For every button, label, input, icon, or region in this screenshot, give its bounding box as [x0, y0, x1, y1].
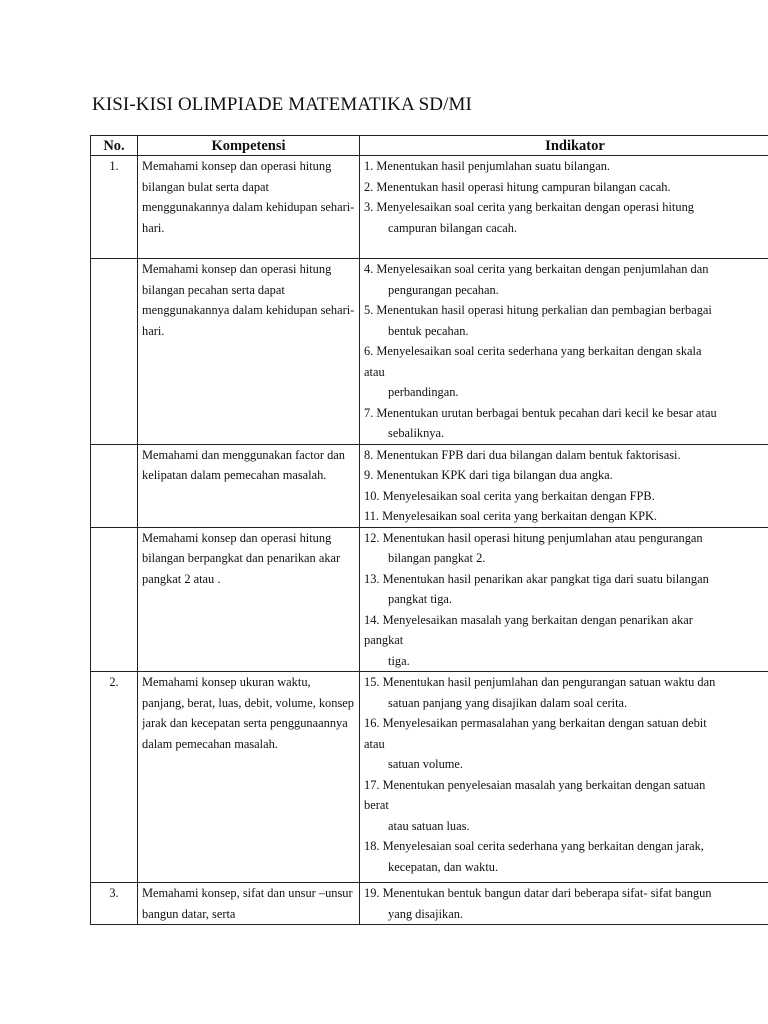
indikator-item [364, 300, 768, 341]
table-header-row [91, 136, 768, 156]
table-row [91, 259, 768, 445]
table-body [91, 156, 768, 925]
document-title: KISI-KISI OLIMPIADE MATEMATIKA SD/MI [92, 94, 472, 115]
indikator-item [364, 403, 768, 444]
row-number: 2. [91, 672, 138, 883]
indikator-line: bilangan pangkat 2. [388, 551, 486, 565]
table-row [91, 527, 768, 672]
indikator-line: 15. Menentukan hasil penjumlahan dan pengurangan satuan waktu dan [364, 675, 716, 689]
indikator-line: atau satuan luas. [388, 818, 470, 833]
row-number [91, 444, 138, 527]
indikator-line: perbandingan. [388, 385, 459, 399]
indikator-item [364, 465, 768, 486]
indikator-cell [360, 156, 768, 259]
indikator-line: 3. Menyelesaikan soal cerita yang berkaitan dengan operasi hitung [364, 200, 694, 214]
indikator-line: 17. Menentukan penyelesaian masalah yang berkaitan dengan satuan [364, 777, 706, 792]
row-number [91, 259, 138, 445]
indikator-line: 1. Menentukan hasil penjumlahan suatu bilangan. [364, 159, 611, 173]
indikator-line: satuan volume. [388, 757, 464, 771]
header-no: No. [91, 136, 138, 156]
indikator-line: satuan panjang yang disajikan dalam soal cerita. [388, 695, 628, 710]
indikator-line: pangkat tiga. [388, 592, 452, 606]
kisi-kisi-table [90, 135, 768, 925]
indikator-line: pangkat [364, 633, 404, 647]
header-kompetensi: Kompetensi [138, 136, 360, 156]
header-indikator: Indikator [360, 136, 768, 156]
indikator-line: campuran bilangan cacah. [388, 220, 518, 235]
indikator-item [364, 672, 768, 713]
indikator-line: berat [364, 798, 389, 812]
indikator-cell [360, 883, 768, 925]
indikator-line: bentuk pecahan. [388, 323, 469, 338]
table-row [91, 444, 768, 527]
indikator-line: 13. Menentukan hasil penarikan akar pangkat tiga dari suatu bilangan [364, 571, 709, 586]
indikator-item [364, 610, 768, 672]
indikator-line: atau [364, 364, 385, 379]
indikator-line: 11. Menyelesaikan soal cerita yang berkaitan dengan KPK. [364, 509, 658, 523]
kompetensi-cell: Memahami konsep ukuran waktu, panjang, berat, luas, debit, volume, konsep jarak dan kecepatan serta penggunaannya dalam pemecahan masalah. [138, 672, 360, 883]
kompetensi-cell: Memahami dan menggunakan factor dan kelipatan dalam pemecahan masalah. [138, 444, 360, 527]
indikator-line: 12. Menentukan hasil operasi hitung penjumlahan atau pengurangan [364, 530, 703, 545]
indikator-line: 5. Menentukan hasil operasi hitung perkalian dan pembagian berbagai [364, 303, 712, 317]
indikator-line: sebaliknya. [388, 426, 445, 440]
table-row [91, 672, 768, 883]
indikator-cell [360, 527, 768, 672]
indikator-item [364, 197, 768, 238]
indikator-item [364, 569, 768, 610]
indikator-item [364, 341, 768, 403]
indikator-line: 7. Menentukan urutan berbagai bentuk pecahan dari kecil ke besar atau [364, 405, 717, 420]
indikator-line: 4. Menyelesaikan soal cerita yang berkaitan dengan penjumlahan dan [364, 262, 709, 276]
row-number: 3. [91, 883, 138, 925]
indikator-line: 14. Menyelesaikan masalah yang berkaitan dengan penarikan akar [364, 612, 693, 627]
table-row [91, 883, 768, 925]
indikator-item [364, 177, 768, 198]
indikator-line: 8. Menentukan FPB dari dua bilangan dalam bentuk faktorisasi. [364, 447, 681, 462]
indikator-item [364, 883, 768, 924]
indikator-line: kecepatan, dan waktu. [388, 859, 499, 874]
kompetensi-cell: Memahami konsep dan operasi hitung bilangan berpangkat dan penarikan akar pangkat 2 atau . [138, 527, 360, 672]
indikator-item [364, 486, 768, 507]
indikator-item [364, 528, 768, 569]
indikator-cell [360, 259, 768, 445]
kompetensi-cell: Memahami konsep dan operasi hitung bilangan pecahan serta dapat menggunakannya dalam kehidupan sehari-hari. [138, 259, 360, 445]
indikator-item [364, 506, 768, 527]
indikator-line: 19. Menentukan bentuk bangun datar dari beberapa sifat- sifat bangun [364, 886, 712, 900]
indikator-line: 16. Menyelesaikan permasalahan yang berkaitan dengan satuan debit [364, 716, 707, 730]
indikator-cell [360, 672, 768, 883]
kompetensi-cell: Memahami konsep, sifat dan unsur –unsur bangun datar, serta [138, 883, 360, 925]
indikator-line: tiga. [388, 653, 410, 668]
indikator-line: 18. Menyelesaian soal cerita sederhana yang berkaitan dengan jarak, [364, 839, 704, 853]
table-row [91, 156, 768, 259]
row-number: 1. [91, 156, 138, 259]
indikator-line: 6. Menyelesaikan soal cerita sederhana yang berkaitan dengan skala [364, 344, 702, 358]
indikator-line: atau [364, 736, 385, 751]
indikator-cell [360, 444, 768, 527]
indikator-line: 2. Menentukan hasil operasi hitung campuran bilangan cacah. [364, 179, 671, 194]
indikator-item [364, 156, 768, 177]
indikator-item [364, 259, 768, 300]
indikator-item [364, 445, 768, 466]
indikator-line: pengurangan pecahan. [388, 282, 499, 297]
row-number [91, 527, 138, 672]
indikator-item [364, 775, 768, 837]
indikator-line: yang disajikan. [388, 906, 464, 921]
indikator-line: 10. Menyelesaikan soal cerita yang berkaitan dengan FPB. [364, 488, 655, 503]
indikator-line: 9. Menentukan KPK dari tiga bilangan dua angka. [364, 468, 613, 482]
kompetensi-cell: Memahami konsep dan operasi hitung bilangan bulat serta dapat menggunakannya dalam kehidupan sehari-hari. [138, 156, 360, 259]
indikator-item [364, 713, 768, 775]
indikator-item [364, 836, 768, 877]
